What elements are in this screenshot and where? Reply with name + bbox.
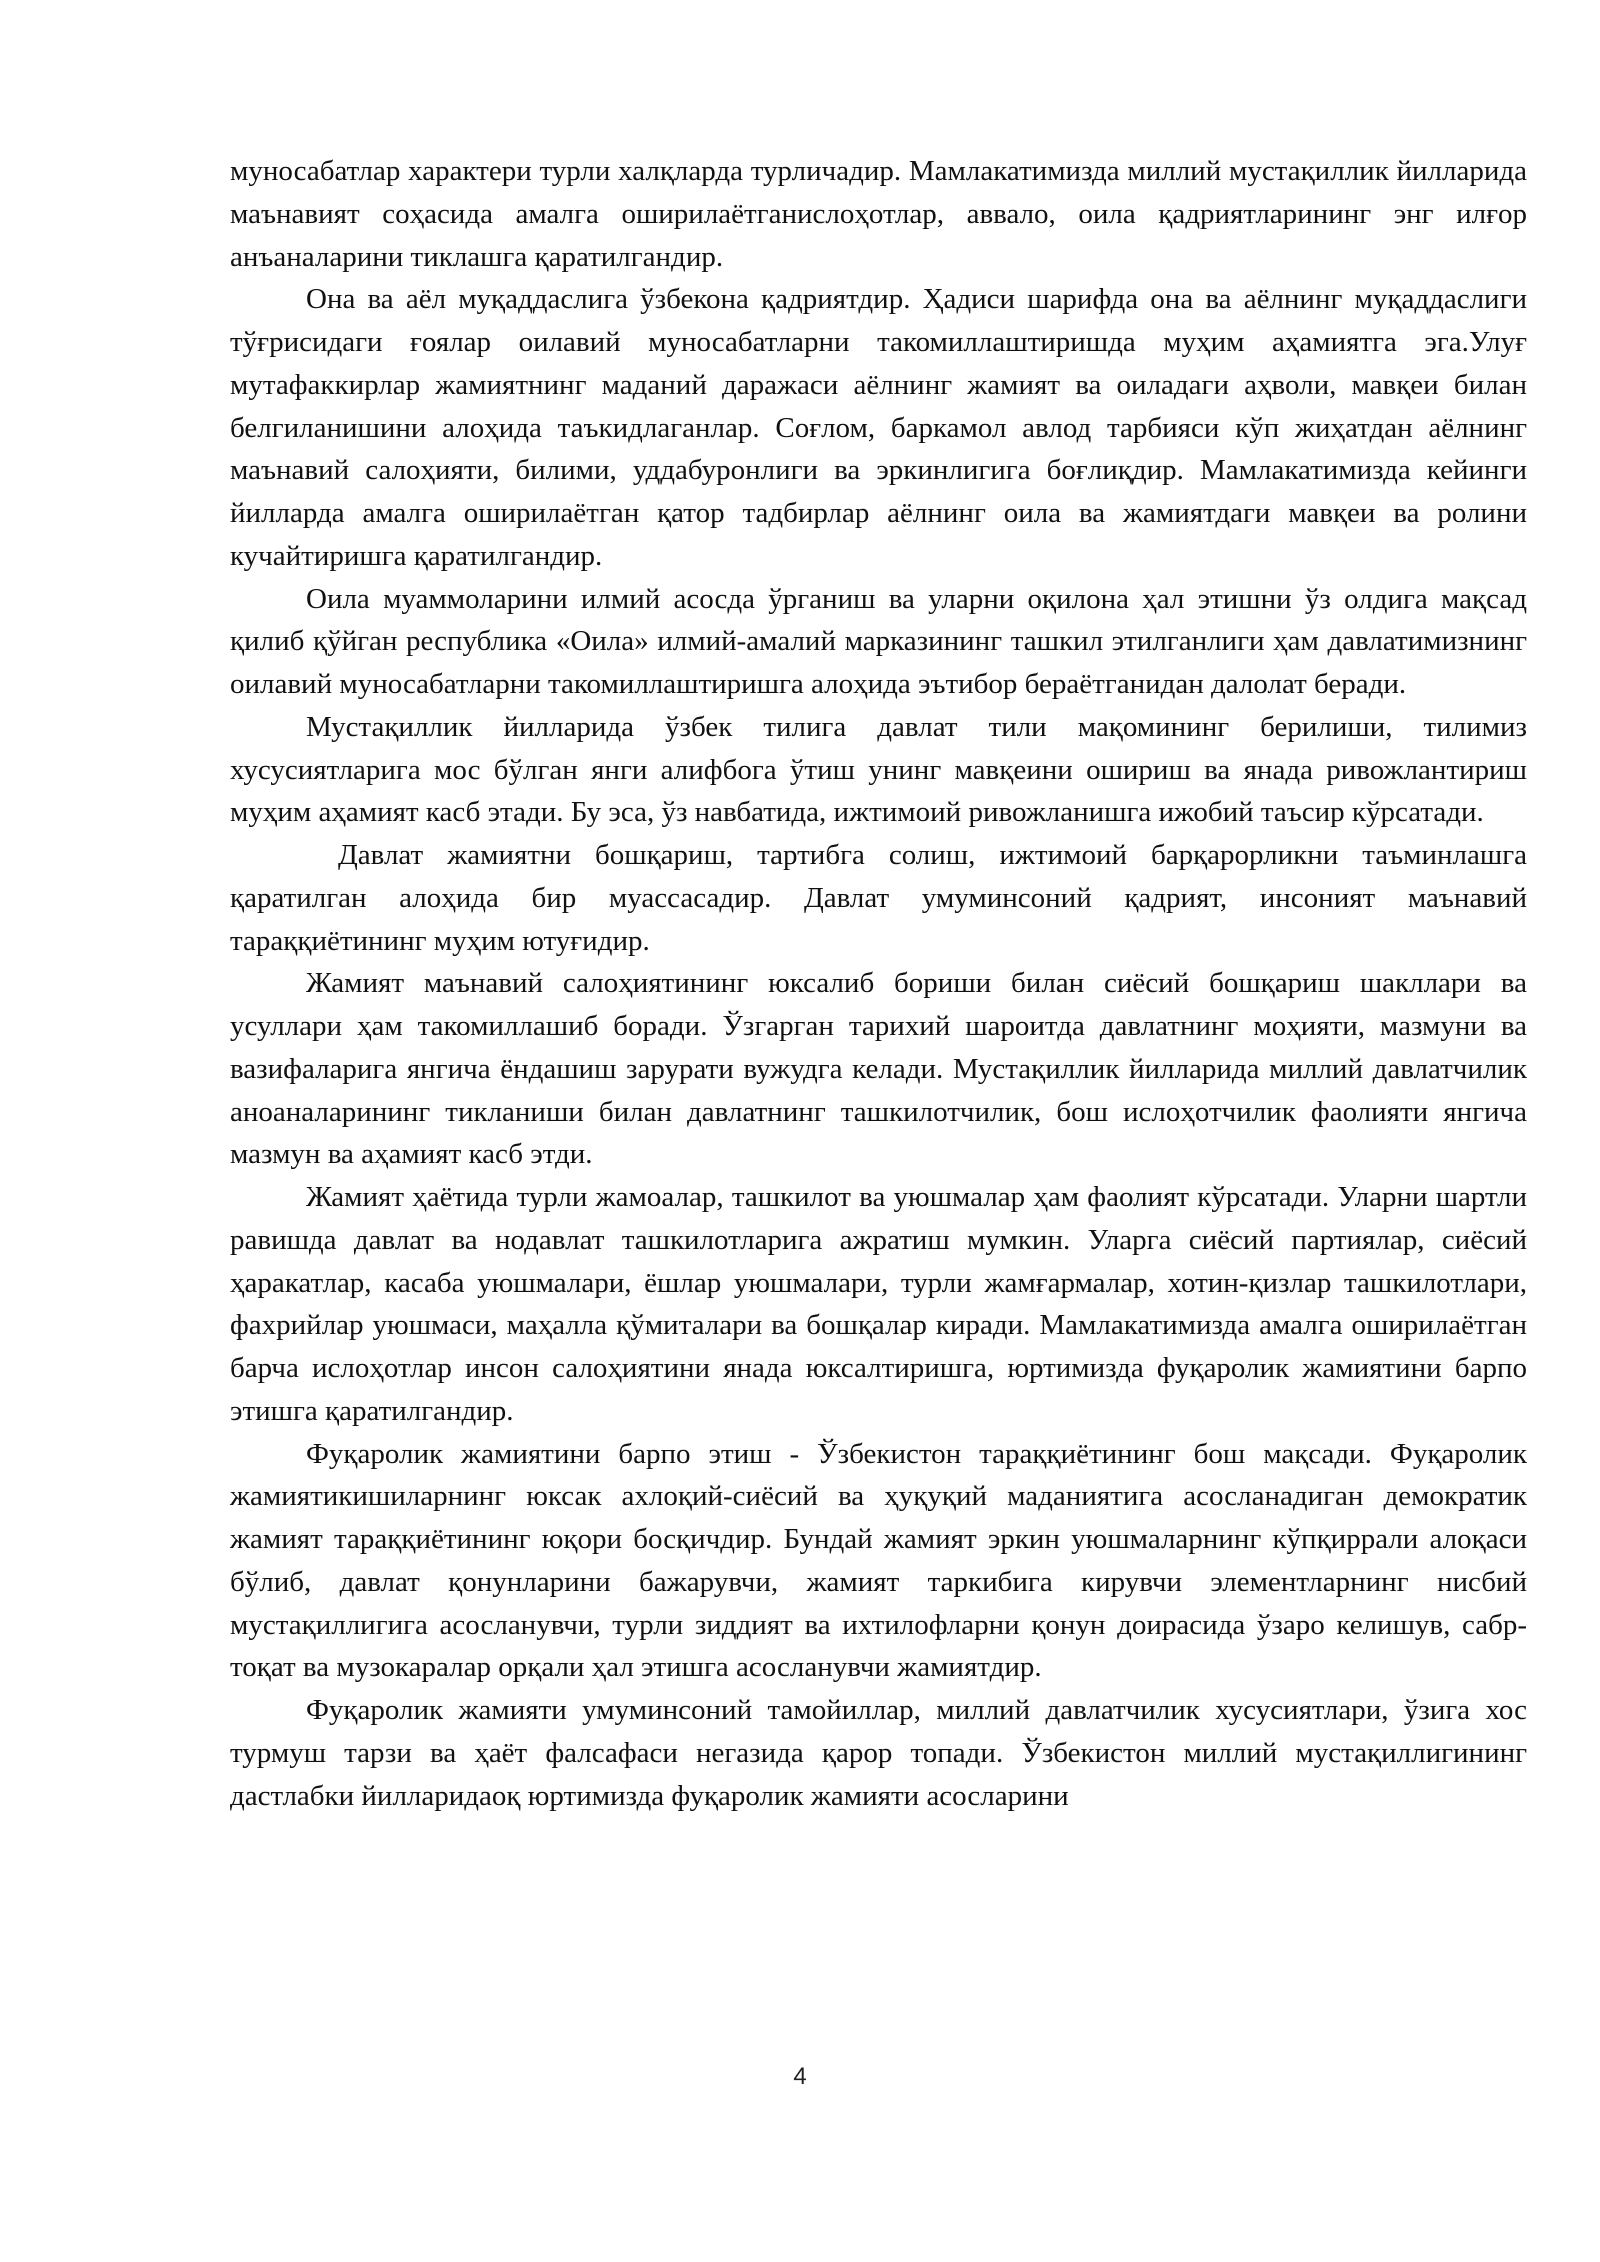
paragraph-3: Оила муаммоларини илмий асосда ўрганиш ва уларни оқилона ҳал этишни ўз олдига мақсад қилиб қўйган республика «Оила» илмий-амалий марказининг ташкил этилганлиги ҳам давлатимизнинг оилавий муносабатларни такомиллаштиришга алоҳида эътибор бераётганидан далолат беради.	[230, 582, 1527, 700]
paragraph-1: муносабатлар характери турли халқларда турличадир. Мамлакатимизда миллий мустақиллик йилларида маънавият соҳасида амалга оширилаётганислоҳотлар, аввало, оила қадриятларининг энг илғор анъаналарини тиклашга қаратилгандир.	[230, 155, 1527, 273]
paragraph-2: Она ва аёл муқаддаслига ўзбекона қадриятдир. Ҳадиси шарифда она ва аёлнинг муқаддаслиги тўғрисидаги ғоялар оилавий муносабатларни такомиллаштиришда муҳим аҳамиятга эга.Улуғ мутафаккирлар жамиятнинг маданий даражаси аёлнинг жамият ва оиладаги аҳволи, мавқеи билан белгиланишини алоҳида таъкидлаганлар. Соғлом, баркамол авлод тарбияси кўп жиҳатдан аёлнинг маънавий салоҳияти, билими, уддабуронлиги ва эркинлигига боғлиқдир. Мамлакатимизда кейинги йилларда амалга оширилаётган қатор тадбирлар аёлнинг оила ва жамиятдаги мавқеи ва ролини кучайтиришга қаратилгандир.	[230, 283, 1527, 572]
paragraph-5: Давлат жамиятни бошқариш, тартибга солиш, ижтимоий барқарорликни таъминлашга қаратилган алоҳида бир муассасадир. Давлат умуминсоний қадрият, инсоният маънавий тараққиётининг муҳим ютуғидир.	[230, 839, 1527, 957]
paragraph-6: Жамият маънавий салоҳиятининг юксалиб бориши билан сиёсий бошқариш шакллари ва усуллари ҳам такомиллашиб боради. Ўзгарган тарихий шароитда давлатнинг моҳияти, мазмуни ва вазифаларига янгича ёндашиш зарурати вужудга келади. Мустақиллик йилларида миллий давлатчилик аноаналарининг тикланиши билан давлатнинг ташкилотчилик, бош ислоҳотчилик фаолияти янгича мазмун ва аҳамият касб этди.	[230, 967, 1527, 1171]
paragraph-9: Фуқаролик жамияти умуминсоний тамойиллар, миллий давлатчилик хусусиятлари, ўзига хос турмуш тарзи ва ҳаёт фалсафаси негазида қарор топади. Ўзбекистон миллий мустақиллигининг дастлабки йилларидаоқ юртимизда фуқаролик жамияти асосларини	[230, 1694, 1527, 1812]
paragraph-8: Фуқаролик жамиятини барпо этиш - Ўзбекистон тараққиётининг бош мақсади. Фуқаролик жамиятикишиларнинг юксак ахлоқий-сиёсий ва ҳуқуқий маданиятига асосланадиган демократик жамият тараққиётининг юқори босқичдир. Бундай жамият эркин уюшмаларнинг кўпқиррали алоқаси бўлиб, давлат қонунларини бажарувчи, жамият таркибига кирувчи элементларнинг нисбий мустақиллигига асосланувчи, турли зиддият ва ихтилофларни қонун доирасида ўзаро келишув, сабр-тоқат ва музокаралар орқали ҳал этишга асосланувчи жамиятдир.	[230, 1437, 1527, 1684]
paragraph-4: Мустақиллик йилларида ўзбек тилига давлат тили мақомининг берилиши, тилимиз хусусиятларига мос бўлган янги алифбога ўтиш унинг мавқеини ошириш ва янада ривожлантириш муҳим аҳамият касб этади. Бу эса, ўз навбатида, ижтимоий ривожланишга ижобий таъсир кўрсатади.	[230, 710, 1527, 829]
document-body	[230, 150, 1527, 1817]
page-number: 4	[793, 2063, 807, 2090]
paragraph-7: Жамият ҳаётида турли жамоалар, ташкилот ва уюшмалар ҳам фаолият кўрсатади. Уларни шартли равишда давлат ва нодавлат ташкилотларига ажратиш мумкин. Уларга сиёсий партиялар, сиёсий ҳаракатлар, касаба уюшмалари, ёшлар уюшмалари, турли жамғармалар, хотин-қизлар ташкилотлари, фахрийлар уюшмаси, маҳалла қўмиталари ва бошқалар киради. Мамлакатимизда амалга оширилаётган барча ислоҳотлар инсон салоҳиятини янада юксалтиришга, юртимизда фуқаролик жамиятини барпо этишга қаратилгандир.	[230, 1181, 1527, 1427]
